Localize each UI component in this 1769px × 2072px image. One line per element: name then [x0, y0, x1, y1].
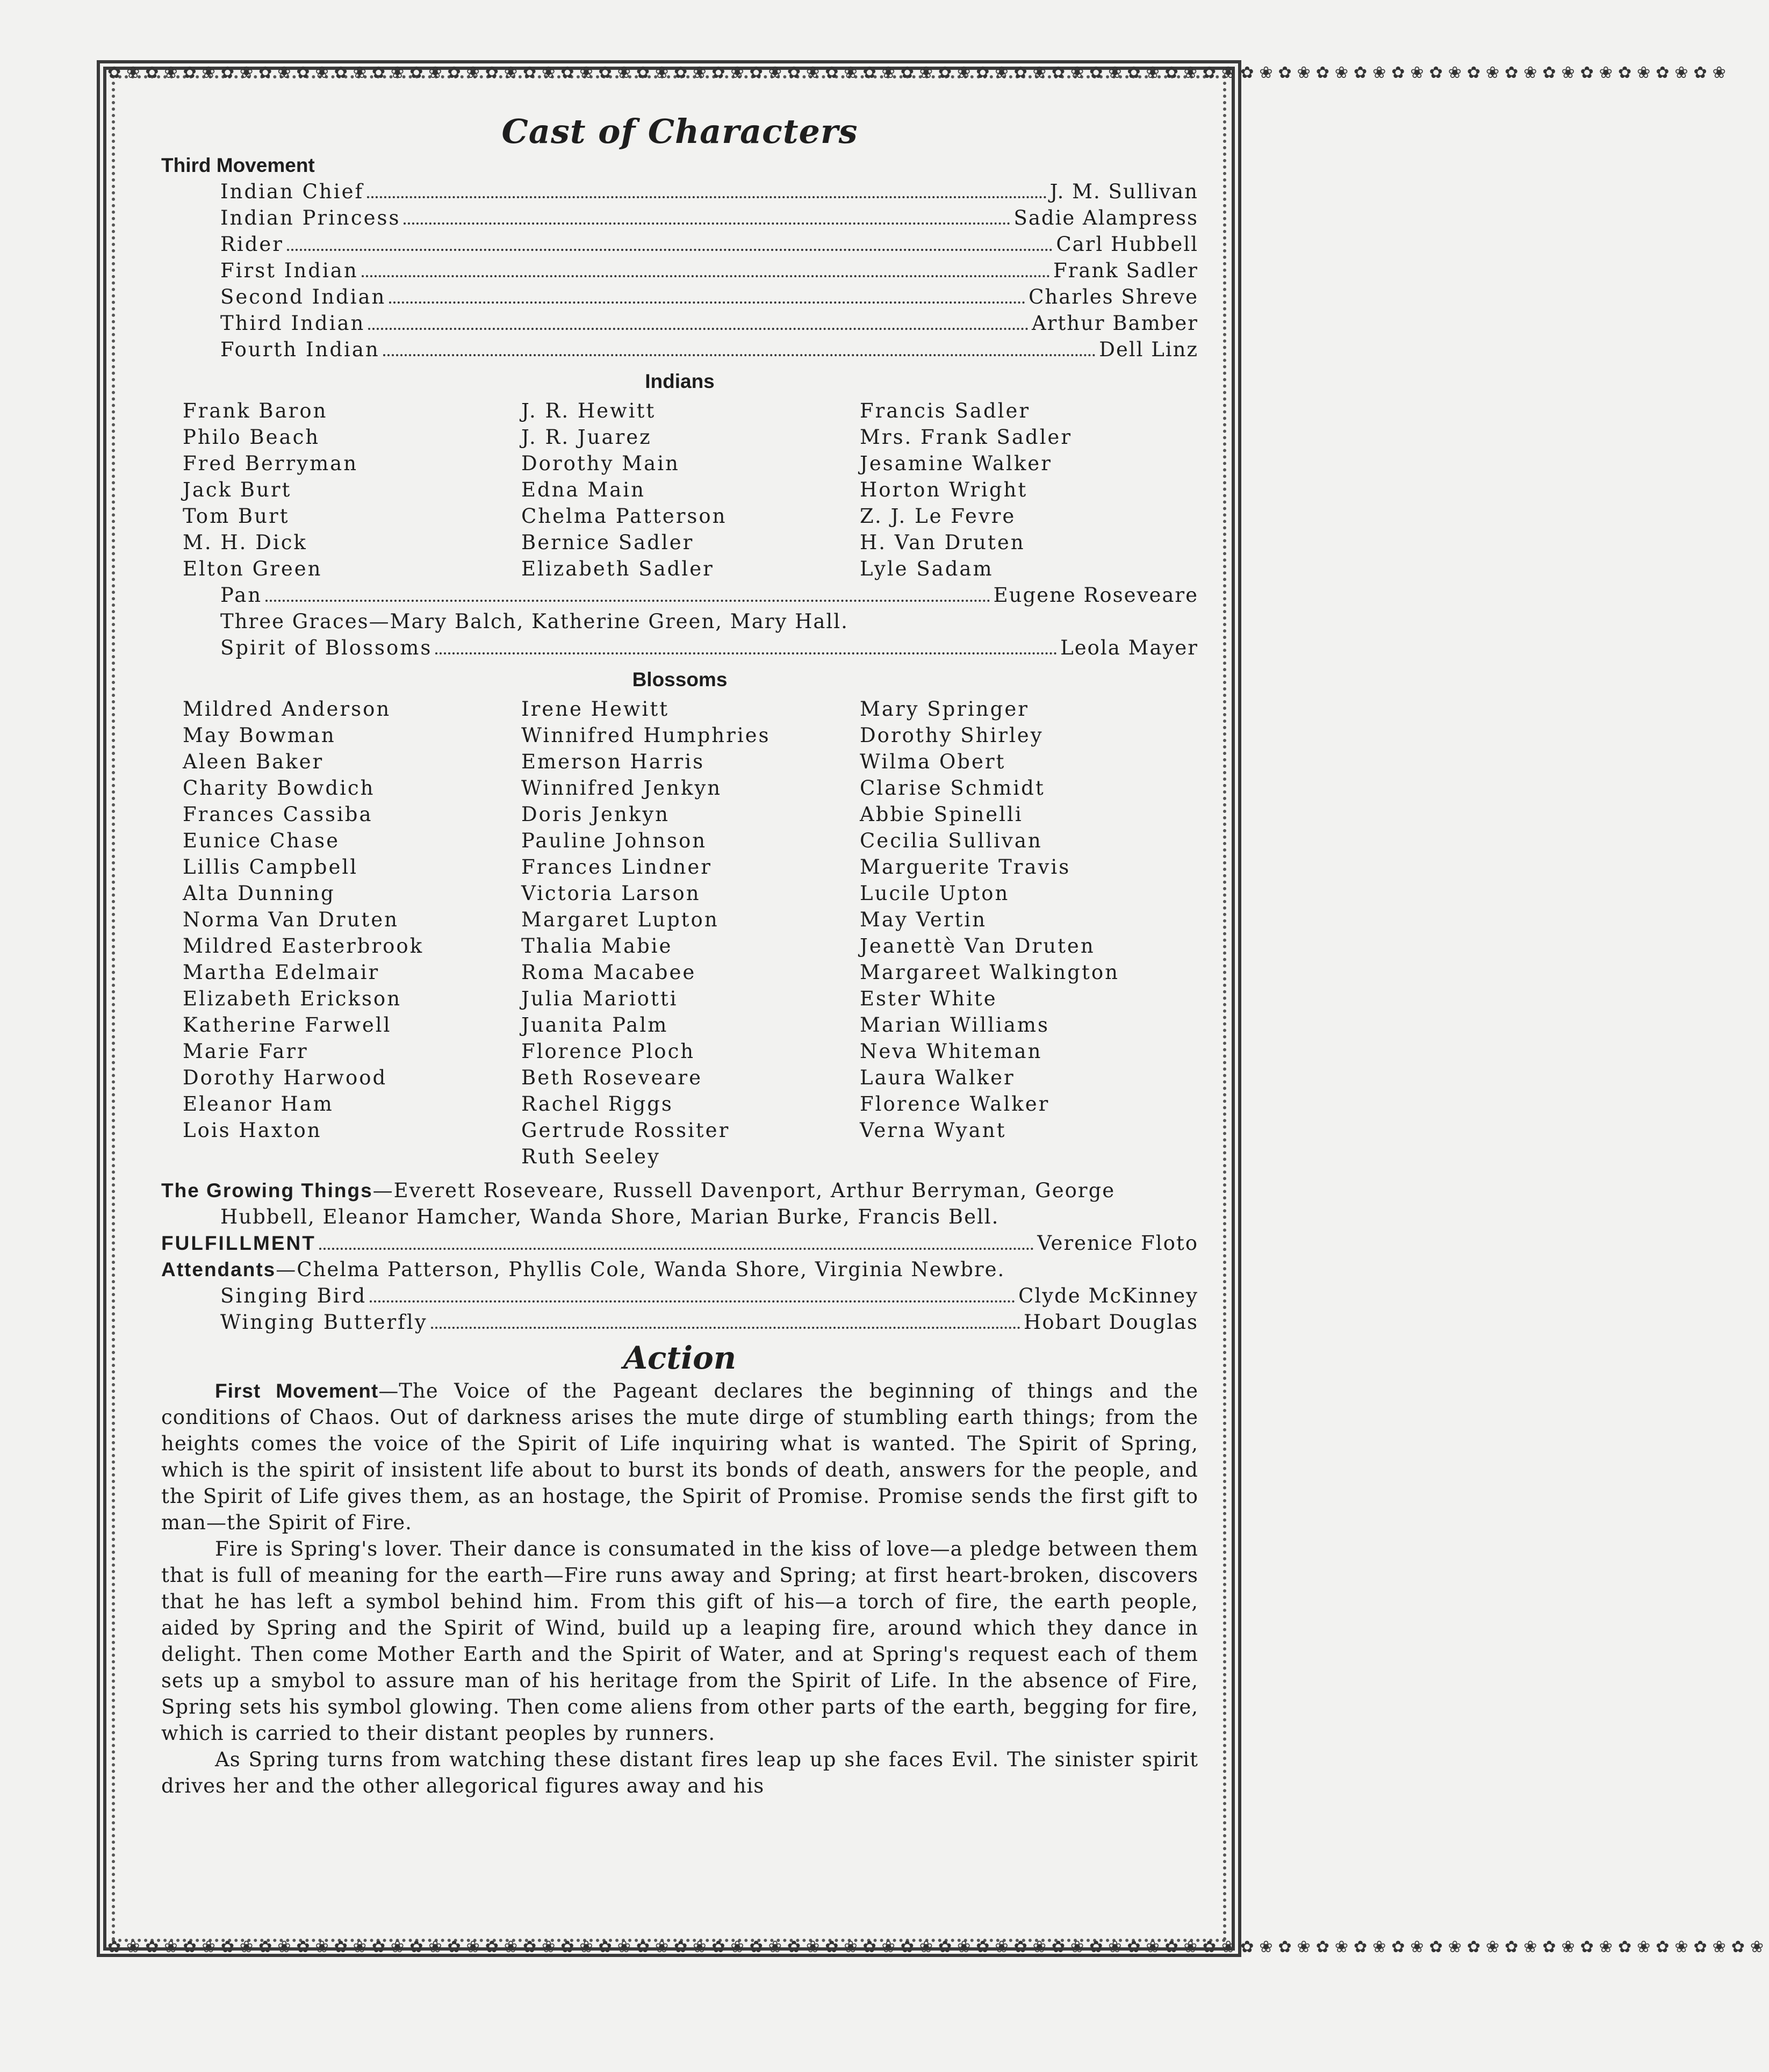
cast-name: Mildred Easterbrook: [183, 934, 424, 958]
cast-name: Ruth Seeley: [521, 1145, 660, 1168]
action-heading: Action: [623, 1340, 736, 1376]
cast-name: May Vertin: [860, 908, 987, 931]
spirit-blossoms-role: Spirit of Blossoms Leola Mayer: [220, 636, 1198, 659]
cast-name: Abbie Spinelli: [860, 803, 1023, 826]
cast-name: Jesamine Walker: [860, 452, 1052, 475]
cast-name: Mary Springer: [860, 697, 1029, 721]
leader-dots: [404, 222, 1010, 225]
cast-name: Jeanettè Van Druten: [860, 934, 1095, 958]
cast-name: Rachel Riggs: [521, 1092, 673, 1116]
indians-heading: Indians: [645, 370, 715, 392]
cast-name: Frances Cassiba: [183, 803, 373, 826]
blossoms-heading: Blossoms: [632, 668, 728, 690]
cast-name: Lillis Campbell: [183, 855, 358, 879]
cast-name: Florence Ploch: [521, 1040, 695, 1063]
name-column: [860, 696, 1198, 1170]
name-column: [860, 398, 1198, 582]
cast-name: Marie Farr: [183, 1040, 308, 1063]
cast-name: Philo Beach: [183, 426, 320, 449]
cast-name: Edna Main: [521, 478, 645, 501]
cast-name: Fred Berryman: [183, 452, 358, 475]
cast-name: J. R. Juarez: [521, 426, 652, 449]
winging-butterfly-role: Winging Butterfly Hobart Douglas: [220, 1311, 1198, 1334]
cast-name: Lois Haxton: [183, 1119, 322, 1142]
cast-name: Dorothy Main: [521, 452, 680, 475]
cast-name: Cecilia Sullivan: [860, 829, 1042, 852]
cast-name: Lyle Sadam: [860, 557, 994, 580]
cast-name: Emerson Harris: [521, 750, 705, 773]
cast-name: Victoria Larson: [521, 882, 701, 905]
cast-name: Neva Whiteman: [860, 1040, 1042, 1063]
cast-name: Charity Bowdich: [183, 776, 375, 800]
cast-name: Doris Jenkyn: [521, 803, 670, 826]
role-row: [161, 205, 1198, 231]
cast-name: Dorothy Shirley: [860, 724, 1044, 747]
cast-name: Eleanor Ham: [183, 1092, 334, 1116]
leader-dots: [367, 196, 1046, 198]
three-graces: Three Graces—Mary Balch, Katherine Green, Mary Hall.: [220, 610, 848, 633]
role-name: Second Indian: [220, 285, 386, 308]
third-movement-heading: Third Movement: [161, 154, 315, 176]
actor-name: Arthur Bamber: [1032, 312, 1198, 335]
cast-name: Marguerite Travis: [860, 855, 1071, 879]
cast-name: Norma Van Druten: [183, 908, 399, 931]
bottom-ornament: ✿❀✿❀✿❀✿❀✿❀✿❀✿❀✿❀✿❀✿❀✿❀✿❀✿❀✿❀✿❀✿❀✿❀✿❀✿❀✿❀✿❀✿❀✿❀✿❀✿❀✿❀✿❀✿❀✿❀✿❀✿❀✿❀✿❀✿❀✿❀✿❀✿❀✿❀✿❀✿❀✿❀✿❀✿❀✿❀: [107, 1938, 1769, 1956]
cast-name: Clarise Schmidt: [860, 776, 1045, 800]
cast-name: Thalia Mabie: [521, 934, 673, 958]
role-name: Rider: [220, 233, 284, 256]
cast-name: Bernice Sadler: [521, 531, 694, 554]
actor-name: Charles Shreve: [1029, 285, 1198, 308]
cast-name: Francis Sadler: [860, 399, 1031, 422]
actor-name: Carl Hubbell: [1056, 233, 1198, 256]
cast-name: Gertrude Rossiter: [521, 1119, 730, 1142]
leader-dots: [368, 328, 1029, 330]
attendants: Attendants—Chelma Patterson, Phyllis Cole, Wanda Shore, Virginia Newbre.: [161, 1258, 1005, 1281]
cast-name: Beth Roseveare: [521, 1066, 703, 1089]
actor-name: J. M. Sullivan: [1049, 180, 1198, 203]
role-name: First Indian: [220, 259, 358, 282]
growing-things: The Growing Things—Everett Roseveare, Russell Davenport, Arthur Berryman, George Hubbell, Eleanor Hamcher, Wanda Shore, Marian Burke, Francis Bell.: [161, 1179, 1116, 1228]
role-name: Third Indian: [220, 312, 365, 335]
blossoms-list: [161, 696, 1198, 1170]
cast-name: May Bowman: [183, 724, 336, 747]
role-row: [161, 231, 1198, 257]
cast-name: Margaret Lupton: [521, 908, 719, 931]
name-column: [183, 398, 521, 582]
cast-name: Eunice Chase: [183, 829, 340, 852]
cast-name: Mrs. Frank Sadler: [860, 426, 1073, 449]
cast-name: Winnifred Humphries: [521, 724, 771, 747]
name-column: [521, 696, 860, 1170]
actor-name: Frank Sadler: [1053, 259, 1198, 282]
role-name: Indian Chief: [220, 180, 364, 203]
actor-name: Sadie Alampress: [1013, 206, 1198, 229]
cast-name: Alta Dunning: [183, 882, 335, 905]
cast-name: Irene Hewitt: [521, 697, 670, 721]
top-ornament: ✿❀✿❀✿❀✿❀✿❀✿❀✿❀✿❀✿❀✿❀✿❀✿❀✿❀✿❀✿❀✿❀✿❀✿❀✿❀✿❀✿❀✿❀✿❀✿❀✿❀✿❀✿❀✿❀✿❀✿❀✿❀✿❀✿❀✿❀✿❀✿❀✿❀✿❀✿❀✿❀✿❀✿❀✿❀: [107, 63, 1731, 82]
cast-name: Pauline Johnson: [521, 829, 707, 852]
cast-name: Roma Macabee: [521, 961, 696, 984]
cast-name: Dorothy Harwood: [183, 1066, 387, 1089]
cast-name: Elizabeth Erickson: [183, 987, 402, 1010]
leader-dots: [389, 301, 1025, 304]
role-row: [161, 336, 1198, 363]
cast-name: Jack Burt: [183, 478, 292, 501]
cast-name: Elton Green: [183, 557, 322, 580]
cast-name: Z. J. Le Fevre: [860, 505, 1016, 528]
cast-name: Lucile Upton: [860, 882, 1010, 905]
cast-name: H. Van Druten: [860, 531, 1025, 554]
cast-name: Tom Burt: [183, 505, 290, 528]
action-paragraph-1: First Movement—The Voice of the Pageant declares the beginning of things and the conditions of Chaos. Out of darkness arises the mute dirge of stumbling earth things; from the heights comes the voice of the Spirit of Life inquiring what is wanted. The Spirit of Spring, which is the spirit of insistent life about to burst its bonds of death, answers for the people, and the Spirit of Life gives them, as an hostage, the Spirit of Promise. Promise sends the first gift to man—the Spirit of Fire.: [161, 1379, 1199, 1534]
cast-name: Julia Mariotti: [521, 987, 678, 1010]
leader-dots: [362, 275, 1050, 277]
leader-dots: [287, 249, 1053, 251]
role-row: [161, 284, 1198, 310]
cast-name: Marian Williams: [860, 1013, 1049, 1037]
cast-name: Katherine Farwell: [183, 1013, 392, 1037]
actor-name: Dell Linz: [1099, 338, 1198, 361]
cast-name: Margareet Walkington: [860, 961, 1119, 984]
cast-name: Florence Walker: [860, 1092, 1050, 1116]
leader-dots: [383, 354, 1096, 356]
indians-list: [161, 398, 1198, 582]
cast-name: J. R. Hewitt: [521, 399, 656, 422]
pan-role: Pan Eugene Roseveare: [220, 584, 1198, 607]
cast-name: Frank Baron: [183, 399, 328, 422]
name-column: [521, 398, 860, 582]
program-page: [161, 107, 1198, 1799]
cast-name: Mildred Anderson: [183, 697, 391, 721]
role-name: Indian Princess: [220, 206, 401, 229]
name-column: [183, 696, 521, 1170]
cast-name: Martha Edelmair: [183, 961, 380, 984]
role-row: [161, 310, 1198, 336]
action-paragraph-3: As Spring turns from watching these distant fires leap up she faces Evil. The sinister spirit drives her and the other allegorical figures away and his: [161, 1748, 1198, 1797]
singing-bird-role: Singing Bird Clyde McKinney: [220, 1284, 1198, 1307]
cast-name: Chelma Patterson: [521, 505, 727, 528]
cast-name: Juanita Palm: [521, 1013, 668, 1037]
fulfillment-role: FULFILLMENT Verenice Floto: [161, 1232, 1198, 1255]
cast-name: Verna Wyant: [860, 1119, 1006, 1142]
page-title: Cast of Characters: [501, 112, 858, 151]
role-name: Fourth Indian: [220, 338, 380, 361]
cast-name: M. H. Dick: [183, 531, 307, 554]
role-row: [161, 178, 1198, 205]
third-movement-roles: [161, 178, 1198, 363]
cast-name: Horton Wright: [860, 478, 1028, 501]
cast-name: Ester White: [860, 987, 997, 1010]
cast-name: Aleen Baker: [183, 750, 324, 773]
action-paragraph-2: Fire is Spring's lover. Their dance is consumated in the kiss of love—a pledge between them that is full of meaning for the earth—Fire runs away and Spring; at first heart-broken, discovers that he has left a symbol behind him. From this gift of his—a torch of fire, the earth people, aided by Spring and the Spirit of Wind, build up a leaping fire, around which they dance in delight. Then come Mother Earth and the Spirit of Water, and at Spring's request each of them sets up a smybol to assure man of his heritage from the Spirit of Life. In the absence of Fire, Spring sets his symbol glowing. Then come aliens from other parts of the earth, begging for fire, which is carried to their distant peoples by runners.: [161, 1537, 1198, 1745]
role-row: [161, 257, 1198, 284]
cast-name: Elizabeth Sadler: [521, 557, 714, 580]
cast-name: Wilma Obert: [860, 750, 1006, 773]
cast-name: Laura Walker: [860, 1066, 1015, 1089]
cast-name: Frances Lindner: [521, 855, 712, 879]
cast-name: Winnifred Jenkyn: [521, 776, 722, 800]
